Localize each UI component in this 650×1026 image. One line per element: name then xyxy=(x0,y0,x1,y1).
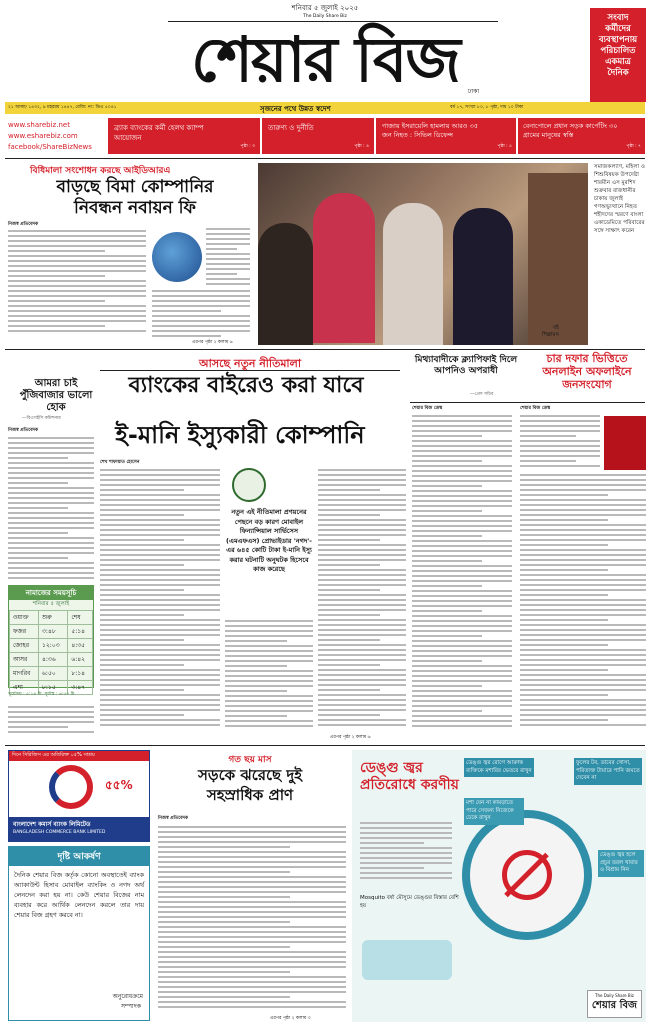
roads-headline-1[interactable]: সড়কে ঝরেছে দুই xyxy=(197,766,302,784)
lead-byline: নিজস্ব প্রতিবেদক xyxy=(8,222,39,227)
roads-byline: নিজস্ব প্রতিবেদক xyxy=(158,816,189,821)
website-link[interactable]: www.sharebiz.net xyxy=(8,121,70,129)
lead-text-col2a xyxy=(206,228,250,288)
dengue-mosquito-text: Mosquito বর্ষা মৌসুমে ডেঙ্গুর বিস্তার বেশি হয় xyxy=(360,895,459,909)
prayer-box xyxy=(8,585,94,691)
online-divider xyxy=(410,402,645,403)
roads-headline-2[interactable]: সহস্রাধিক প্রাণ xyxy=(206,786,294,804)
photo-figure-4 xyxy=(453,208,513,345)
english-name: The Daily Share Biz xyxy=(303,14,347,19)
lead-continued: এরপর পৃষ্ঠা ২ কলাম ৬ xyxy=(192,340,233,345)
prayer-table xyxy=(9,610,93,695)
photo-side-text: সমাজকল্যাণ, মহিলা ও শিশুবিষয়ক উপদেষ্টা শারমীন এস মুরশিদ শুক্রবার রাজধানীর চাকায় জুলাই গণঅভ্যুত্থানে নিহত শহীদদের স্মরণে বাংলা একাডেমিতে পরিবারের সঙ্গে সাক্ষাৎ করেন xyxy=(594,164,646,234)
online-headline[interactable]: চার দফার ভিত্তিতে অনলাইন অফলাইনে জনসংযোগ xyxy=(542,352,632,391)
ad-donut xyxy=(49,765,93,809)
photo-figure-2 xyxy=(258,223,313,345)
online-byline-right: শেয়ার বিজ ডেস্ক xyxy=(520,406,551,411)
online-text-top xyxy=(520,415,600,470)
info-left: ২১ আষাঢ় ১৪৩২, ৯ মহররম ১৪৪৭, রেজি: নং: ডিএ ৫০৪১ xyxy=(8,105,117,110)
bank-kicker-rule xyxy=(100,370,400,371)
ad-percent: ৫৫% xyxy=(105,778,133,792)
fake-news-headline[interactable]: মিথ্যাবাদীকে ক্ল্যাপিফাই দিলে আপনিও অপরাধী xyxy=(414,355,518,376)
bank-callout: নতুন এই নীতিমালা প্রণয়নের পেছনে বড় কারণ মোবাইল ফিন্যান্সিয়াল সার্ভিসেস (এমএফএস) প্রোভাইডার 'নগদ'-এর ৬৪৫ কোটি টাকা ই-মানি ইস্যু করার ঘটনাটি অনুঘটক হিসেবে কাজ করেছে xyxy=(226,508,312,573)
photo-figure-1 xyxy=(313,193,375,343)
bank-byline: শেখ শাফায়াত হোসেন xyxy=(100,460,140,465)
teaser-2[interactable]: তারুণ্য ও দুর্নীতি পৃষ্ঠা : ৪ xyxy=(262,118,374,154)
online-text-body xyxy=(520,474,646,732)
roads-text xyxy=(158,826,346,1014)
photo-figure-3 xyxy=(383,203,443,345)
dengue-tip-2: মশা যেন না কামড়াতে পারে সেজন্য নিজেকে ঢেকে রাখুন xyxy=(464,798,524,825)
quote-attr: —বিএসইসি কমিশনার xyxy=(22,416,61,421)
fake-news-attr: —প্রেস সচিব xyxy=(470,392,494,397)
dengue-tip-1: ডেঙ্গু জ্বর রোগে আক্রান্ত ব্যক্তিকে মশারির ভেতরে রাখুন xyxy=(464,758,534,777)
facebook-link[interactable]: facebook/ShareBizNews xyxy=(8,143,92,151)
teaser-4[interactable]: বেনাপোলে প্রধান সড়ক কার্পেটিং ৩০ গ্রামের মানুষের স্বস্তি পৃষ্ঠা : ৭ xyxy=(518,118,645,154)
prayer-subtitle: শনিবার ৫ জুলাই xyxy=(32,601,70,607)
prayer-note: সূর্যোদয় : ৫:১৪ মি. সূর্যাস্ত : ৬:৫০ মি. xyxy=(8,692,76,697)
lead-text-col1 xyxy=(8,230,146,335)
bank-headline-1[interactable]: ব্যাংকের বাইরেও করা যাবে xyxy=(128,373,364,398)
teaser-1[interactable]: ব্র্যাক ব্যাংকের কর্মী হেলথ ক্যাম্প আয়োজন পৃষ্ঠা : ৩ xyxy=(108,118,260,154)
notice-title: দৃষ্টি আকর্ষণ xyxy=(9,847,149,866)
left-col-text xyxy=(8,437,94,582)
online-thumbnail xyxy=(604,416,646,470)
lead-headline[interactable]: বাড়ছে বিমা কোম্পানির নিবন্ধন নবায়ন ফি xyxy=(56,177,214,218)
dengue-infographic xyxy=(352,750,646,1022)
table-row: জোহর ১২:০৩ ৪:৩৫ xyxy=(10,639,93,653)
info-bar xyxy=(5,102,645,114)
dengue-tip-3: ফুলের টব, ডাবের খোসা, পরিত্যক্ত টায়ারে পানি জমতে দেবেন না xyxy=(574,758,642,785)
table-row: আসর ৪:৩৬ ৬:৪২ xyxy=(10,653,93,667)
bank-text-col3 xyxy=(318,469,406,731)
globe-graphic xyxy=(152,232,202,282)
dengue-intro-text xyxy=(360,822,452,882)
bank-byline-2: নিজস্ব প্রতিবেদক xyxy=(8,428,39,433)
roads-continued: এরপর পৃষ্ঠা ২ কলাম ৩ xyxy=(270,1016,311,1021)
esharebiz-link[interactable]: www.esharebiz.com xyxy=(8,132,78,140)
bank-kicker: আসছে নতুন নীতিমালা xyxy=(198,357,302,370)
dengue-brand: The Daily Share Biz শেয়ার বিজ xyxy=(587,990,642,1018)
bank-ad[interactable] xyxy=(8,750,150,842)
teaser-divider xyxy=(5,158,645,159)
prayer-title: নামাজের সময়সূচি xyxy=(9,586,93,600)
section-divider-1 xyxy=(5,349,645,350)
prayer-header-row: ওয়াক্ত শুরু শেষ xyxy=(10,611,93,625)
promo-box: সংবাদ কর্মীদের ব্যবস্থাপনায় পরিচালিত একমাত্র দৈনিক xyxy=(590,8,646,102)
dengue-tip-4: ডেঙ্গু জ্বর হলে প্রচুর তরল খাবার ও বিশ্রাম নিন xyxy=(598,850,644,877)
photo-caption: বই শিল্পায়ন xyxy=(542,325,559,338)
bank-logo-badge xyxy=(232,468,266,502)
left-col-text-2 xyxy=(8,706,94,738)
logo[interactable]: শেয়ার বিজ xyxy=(191,23,459,96)
ad-brand-strip: বাংলাদেশ কমার্স ব্যাংক লিমিটেড BANGLADESH COMMERCE BANK LIMITED xyxy=(9,817,149,841)
teaser-3[interactable]: গাজায় ইসরায়েলি হামলায় আরও ৩৫ জন নিহত : সিভিল ডিফেন্স পৃষ্ঠা : ৫ xyxy=(376,118,516,154)
notice-box xyxy=(8,846,150,1021)
table-row: ফজর ৩:৪৮ ৫:১৪ xyxy=(10,625,93,639)
bank-continued: এরপর পৃষ্ঠা ২ কলাম ৬ xyxy=(330,735,371,740)
notice-sign-2: সম্পাদক xyxy=(120,1003,141,1010)
section-divider-2 xyxy=(5,745,645,746)
table-row: এশা ৮:১৫ ৩:৪৭ xyxy=(10,681,93,695)
dengue-headline: ডেঙ্গু জ্বর প্রতিরোধে করণীয় xyxy=(360,760,459,793)
lead-text-col2b xyxy=(152,290,250,338)
notice-sign: অনুরোধক্রমে xyxy=(112,993,143,1000)
info-right: বর্ষ ১৭, সংখ্যা ৮০, ৮ পৃষ্ঠা, দাম ১০ টাকা xyxy=(450,105,524,110)
fake-news-text xyxy=(412,415,512,733)
place: ঢাকা xyxy=(468,88,480,95)
notice-body: দৈনিক শেয়ার বিজ কর্তৃক কোনো অবস্থাতেই ব্যাংক অ্যাকাউন্ট হিসাব মোবাইল ব্যাংকিং ও নগদ অর্থ লেনদেন করা হয় না। কেউ শেয়ার বিজের নাম ব্যবহার করে আর্থিক লেনদেন করলে তার দায় শেয়ার বিজ গ্রহণ করবে না। xyxy=(14,871,144,919)
date-line: শনিবার ৫ জুলাই ২০২৫ xyxy=(291,4,359,12)
main-photo xyxy=(258,163,588,345)
hospital-bed-graphic xyxy=(362,940,452,980)
ad-top-strip: দিনে সিরিজিস এর অতিরিক্ত ০৫% সাশ্রয় xyxy=(9,751,149,761)
bank-headline-2[interactable]: ই-মানি ইস্যুকারী কোম্পানি xyxy=(115,421,365,449)
photo-bookshelf xyxy=(528,173,588,345)
roads-kicker: গত ছয় মাস xyxy=(228,755,272,765)
table-row: মাগরিব ৬:৫০ ৮:১৪ xyxy=(10,667,93,681)
online-byline-left: শেয়ার বিজ ডেস্ক xyxy=(412,406,443,411)
bank-text-col1 xyxy=(100,469,220,731)
slogan: সৃজনের পথে উন্নত স্বদেশ xyxy=(260,105,331,113)
quote-text: আমরা চাই পুঁজিবাজার ভালো হোক xyxy=(19,378,93,413)
bank-text-col2 xyxy=(225,620,313,732)
lead-kicker: বিধিমালা সংশোধন করছে আইডিআরএ xyxy=(30,166,171,176)
links-block xyxy=(8,120,102,153)
